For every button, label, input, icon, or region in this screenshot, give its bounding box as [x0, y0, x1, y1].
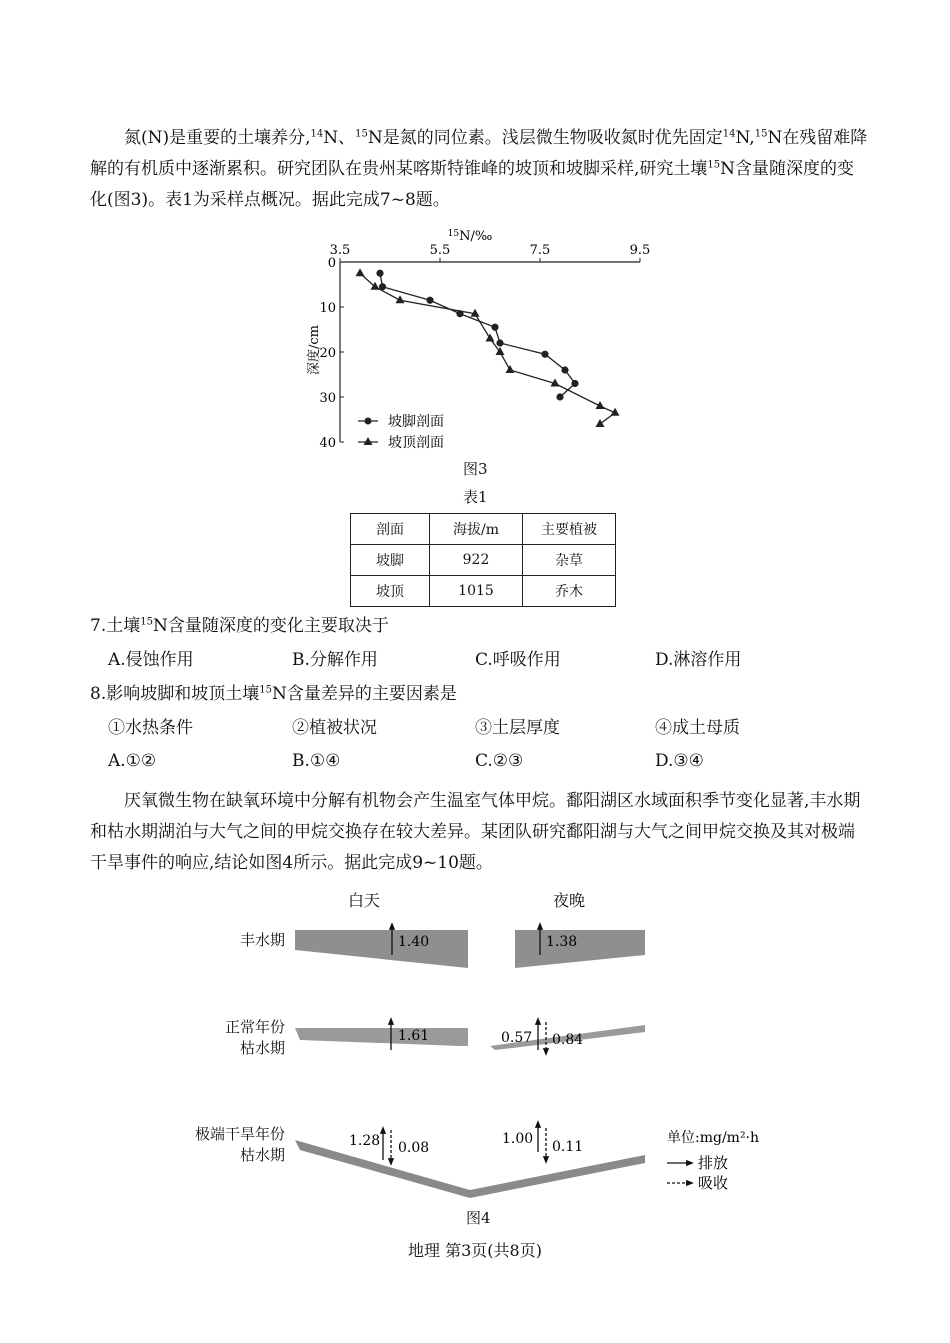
q7-option-c: C.呼吸作用 [475, 650, 561, 670]
q8-factor-2: ②植被状况 [292, 718, 377, 738]
passage-1: 氮(N)是重要的土壤养分,$^{14}$N、$^{15}$N是氮的同位素。浅层微生物吸收氮时优先固定$^{14}$N,$^{15}$N在残留难降解的有机质中逐渐累积。研究团队在贵州某喀斯特锥峰的坡顶和坡脚采样,研究土壤$^{15}$N含量随深度的变化(图3)。表1为采样点概况。据此完成7~8题。 [90, 128, 868, 210]
fig4-night-header: 夜晚 [553, 891, 586, 910]
y-tick-label: 0 [327, 256, 336, 271]
table-header-cell: 海拔/m [430, 514, 523, 545]
q7-option-a: A.侵蚀作用 [108, 650, 194, 670]
lake-surface-day-wet [295, 930, 468, 968]
value-label: 1.40 [398, 934, 430, 950]
question-7-stem: 7.土壤$^{15}$N含量随深度的变化主要取决于 [90, 616, 389, 636]
value-label: 0.08 [398, 1140, 430, 1156]
y-tick-label: 40 [319, 436, 336, 451]
figure-4-caption: 图4 [466, 1209, 491, 1227]
value-label: 1.28 [349, 1133, 381, 1149]
lake-surface-drought [295, 1140, 645, 1198]
x-tick-label: 5.5 [429, 243, 451, 258]
value-label: 0.84 [552, 1032, 584, 1048]
table-cell: 坡脚 [351, 545, 430, 576]
table-cell: 坡顶 [351, 576, 430, 607]
legend-item-top: 坡顶剖面 [388, 435, 444, 451]
chart-title: $^{15}$N/‰ [447, 229, 493, 244]
q8-option-c: C.②③ [475, 751, 524, 771]
q8-option-b: B.①④ [292, 751, 341, 771]
question-8-stem: 8.影响坡脚和坡顶土壤$^{15}$N含量差异的主要因素是 [90, 684, 457, 704]
q8-factor-1: ①水热条件 [108, 718, 193, 738]
table-cell: 922 [430, 545, 523, 576]
value-label: 0.57 [501, 1030, 533, 1046]
table-cell: 1015 [430, 576, 523, 607]
lake-surface-day-normal [295, 1028, 468, 1046]
x-tick-label: 3.5 [329, 243, 351, 258]
q7-option-b: B.分解作用 [292, 650, 378, 670]
q8-option-d: D.③④ [655, 751, 704, 771]
table-cell: 杂草 [523, 545, 616, 576]
value-label: 1.00 [502, 1131, 534, 1147]
figure-3-caption: 图3 [463, 460, 488, 478]
fig4-unit: 单位:mg/m²·h [667, 1130, 760, 1146]
value-label: 1.61 [398, 1028, 430, 1044]
fig4-day-header: 白天 [348, 891, 381, 910]
q8-factor-3: ③土层厚度 [475, 718, 560, 738]
table-header-cell: 主要植被 [523, 514, 616, 545]
x-tick-label: 7.5 [529, 243, 551, 258]
q8-factor-4: ④成土母质 [655, 718, 740, 738]
lake-surface-night-wet [515, 930, 645, 968]
table-1-caption: 表1 [463, 488, 488, 506]
fig4-row-label-drought: 极端干旱年份 枯水期 [194, 1125, 285, 1164]
legend-emit-label: 排放 [698, 1154, 729, 1172]
value-label: 0.11 [552, 1139, 584, 1155]
fig4-row-label-normal: 正常年份 枯水期 [224, 1018, 285, 1057]
fig4-row-label-wet: 丰水期 [239, 931, 285, 949]
q7-option-d: D.淋溶作用 [655, 650, 742, 670]
table-header-cell: 剖面 [351, 514, 430, 545]
table-cell: 乔木 [523, 576, 616, 607]
q8-option-a: A.①② [108, 751, 157, 771]
y-tick-label: 10 [319, 301, 336, 316]
value-label: 1.38 [546, 934, 578, 950]
y-axis-label: 深度/cm [307, 325, 322, 375]
legend-absorb-label: 吸收 [698, 1174, 729, 1192]
y-tick-label: 30 [319, 391, 336, 406]
page-footer: 地理 第3页(共8页) [408, 1241, 542, 1260]
legend-item-foot: 坡脚剖面 [388, 414, 444, 430]
passage-2: 厌氧微生物在缺氧环境中分解有机物会产生温室气体甲烷。鄱阳湖区水域面积季节变化显著,丰水期和枯水期湖泊与大气之间的甲烷交换存在较大差异。某团队研究鄱阳湖与大气之间甲烷交换及其对极端干旱事件的响应,结论如图4所示。据此完成9~10题。 [90, 791, 861, 873]
y-tick-label: 20 [319, 346, 336, 361]
x-tick-label: 9.5 [629, 243, 651, 258]
